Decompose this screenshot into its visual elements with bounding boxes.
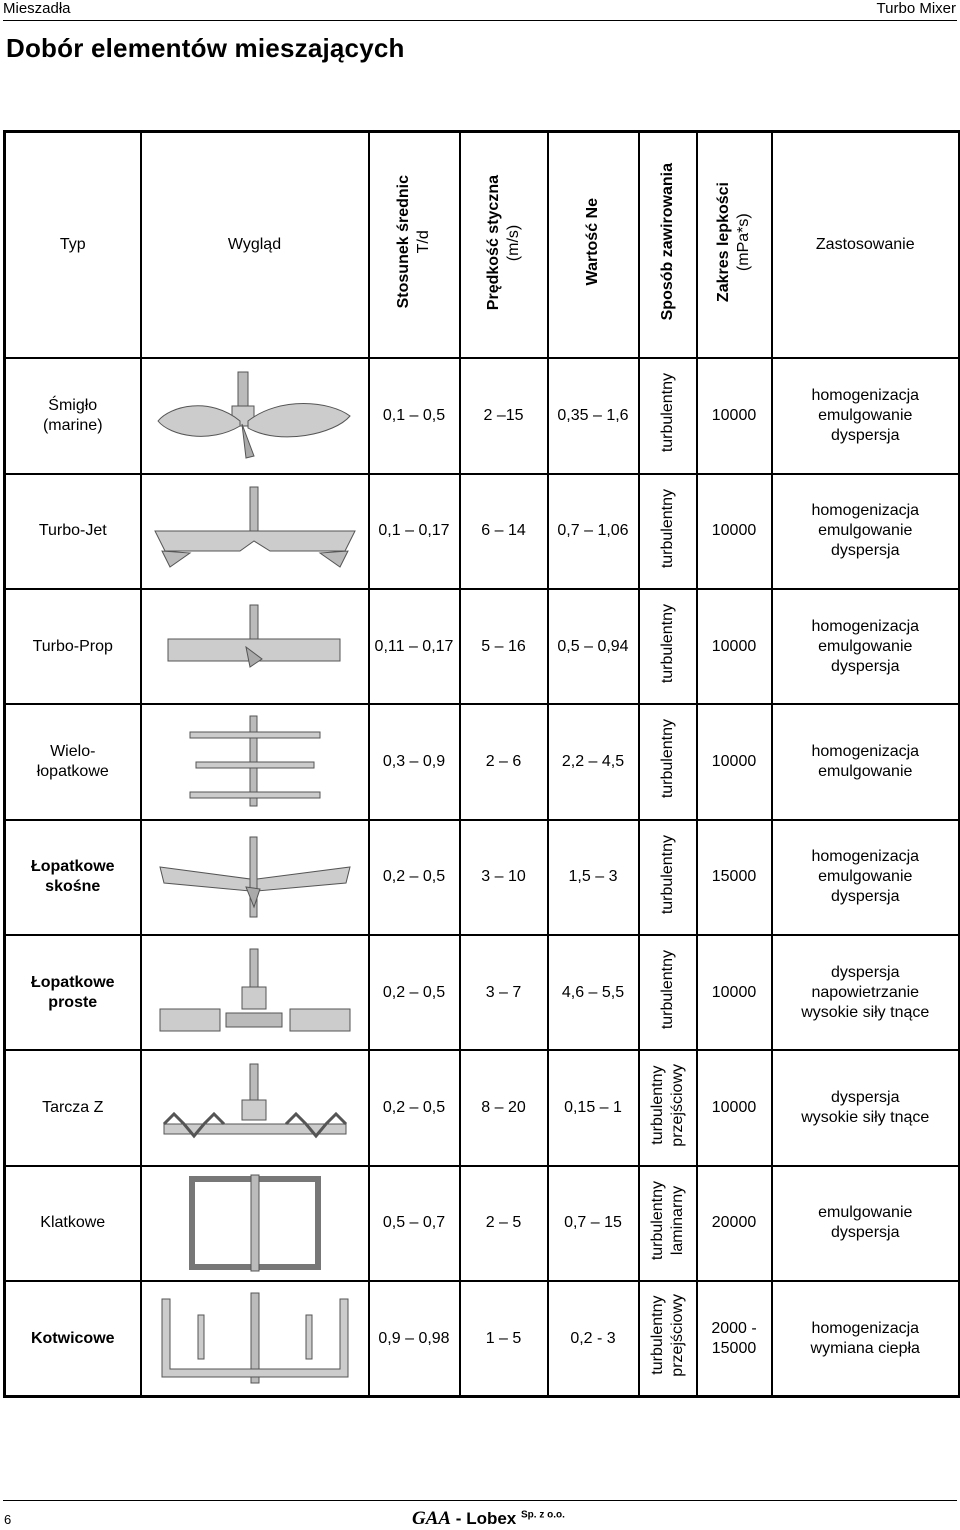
viscosity-cell: 10000	[697, 704, 772, 819]
diameter-ratio-cell: 0,2 – 0,5	[369, 1050, 460, 1165]
type-cell: Tarcza Z	[5, 1050, 141, 1165]
flow-type-cell: turbulentny	[639, 589, 697, 704]
table-row	[5, 474, 960, 589]
brand-suffix: Sp. z o.o.	[520, 1509, 565, 1521]
header-product-name: Turbo Mixer	[876, 0, 956, 17]
tip-speed-cell: 2 –15	[460, 358, 548, 473]
header-type: Typ	[5, 132, 141, 359]
header-ne-value-label: Wartość Ne	[584, 198, 601, 286]
brand-gaa: GAA	[412, 1508, 452, 1529]
ne-value-cell: 4,6 – 5,5	[548, 935, 639, 1050]
diameter-ratio-cell: 0,1 – 0,5	[369, 358, 460, 473]
ne-value-cell: 1,5 – 3	[548, 820, 639, 935]
flow-type-cell: turbulentny	[639, 474, 697, 589]
header-row	[5, 132, 960, 359]
viscosity-cell: 10000	[697, 935, 772, 1050]
viscosity-cell: 15000	[697, 820, 772, 935]
tip-speed-cell: 3 – 10	[460, 820, 548, 935]
turbo-jet-image	[141, 474, 369, 589]
header-viscosity-unit: (mPa*s)	[735, 213, 752, 271]
table-row	[5, 704, 960, 819]
viscosity-cell: 2000 - 15000	[697, 1281, 772, 1396]
application-cell: emulgowanie dyspersja	[772, 1166, 960, 1281]
tip-speed-cell: 6 – 14	[460, 474, 548, 589]
tip-speed-cell: 3 – 7	[460, 935, 548, 1050]
type-cell: Śmigło (marine)	[5, 358, 141, 473]
application-cell: dyspersja wysokie siły tnące	[772, 1050, 960, 1165]
diameter-ratio-cell: 0,11 – 0,17	[369, 589, 460, 704]
table-row	[5, 1166, 960, 1281]
flow-type-cell: turbulentny	[639, 820, 697, 935]
brand-separator: -	[451, 1509, 467, 1528]
application-cell: homogenizacja emulgowanie dyspersja	[772, 589, 960, 704]
type-cell: Turbo-Prop	[5, 589, 141, 704]
tip-speed-cell: 5 – 16	[460, 589, 548, 704]
header-tip-speed-label: Prędkość styczna	[484, 174, 502, 310]
header-tip-speed	[460, 132, 548, 359]
type-cell: Kotwicowe	[5, 1281, 141, 1396]
tip-speed-cell: 2 – 5	[460, 1166, 548, 1281]
page-title: Dobór elementów mieszających	[6, 33, 405, 63]
flow-type-cell: turbulentny przejściowy	[639, 1050, 697, 1165]
ne-value-cell: 0,7 – 15	[548, 1166, 639, 1281]
ne-value-cell: 0,2 - 3	[548, 1281, 639, 1396]
diameter-ratio-cell: 0,3 – 0,9	[369, 704, 460, 819]
header-flow-type	[639, 132, 697, 359]
table-row	[5, 820, 960, 935]
type-cell: Turbo-Jet	[5, 474, 141, 589]
ne-value-cell: 0,7 – 1,06	[548, 474, 639, 589]
header-viscosity-range	[697, 132, 772, 359]
application-cell: homogenizacja emulgowanie dyspersja	[772, 820, 960, 935]
ne-value-cell: 0,5 – 0,94	[548, 589, 639, 704]
type-cell: Wielo- łopatkowe	[5, 704, 141, 819]
brand-lobex: Lobex	[466, 1509, 517, 1528]
application-cell: homogenizacja emulgowanie dyspersja	[772, 358, 960, 473]
page-number: 6	[4, 1512, 12, 1527]
propeller-image	[141, 358, 369, 473]
mixer-selection-table	[3, 130, 960, 1398]
header-viscosity-label: Zakres lepkości	[715, 182, 732, 303]
header-diameter-ratio	[369, 132, 460, 359]
application-cell: homogenizacja emulgowanie dyspersja	[772, 474, 960, 589]
type-cell: Łopatkowe skośne	[5, 820, 141, 935]
diameter-ratio-cell: 0,2 – 0,5	[369, 820, 460, 935]
header-ne-value	[548, 132, 639, 359]
tip-speed-cell: 8 – 20	[460, 1050, 548, 1165]
anchor-image	[141, 1281, 369, 1396]
diameter-ratio-cell: 0,9 – 0,98	[369, 1281, 460, 1396]
tip-speed-cell: 2 – 6	[460, 704, 548, 819]
flow-type-cell: turbulentny	[639, 935, 697, 1050]
ne-value-cell: 0,15 – 1	[548, 1050, 639, 1165]
viscosity-cell: 10000	[697, 589, 772, 704]
header-diameter-ratio-label: Stosunek średnic	[395, 175, 412, 309]
footer-rule	[3, 1500, 957, 1501]
tip-speed-cell: 1 – 5	[460, 1281, 548, 1396]
header-application: Zastosowanie	[772, 132, 960, 359]
z-disc-image	[141, 1050, 369, 1165]
multi-blade-image	[141, 704, 369, 819]
viscosity-cell: 20000	[697, 1166, 772, 1281]
straight-blade-image	[141, 935, 369, 1050]
table-row	[5, 1050, 960, 1165]
table-row	[5, 589, 960, 704]
diameter-ratio-cell: 0,1 – 0,17	[369, 474, 460, 589]
table-row	[5, 1281, 960, 1396]
flow-type-cell: turbulentny laminarny	[639, 1166, 697, 1281]
flow-type-cell: turbulentny przejściowy	[639, 1281, 697, 1396]
header-tip-speed-unit: (m/s)	[504, 223, 522, 261]
type-cell: Łopatkowe proste	[5, 935, 141, 1050]
application-cell: homogenizacja emulgowanie	[772, 704, 960, 819]
table-row	[5, 935, 960, 1050]
application-cell: homogenizacja wymiana ciepła	[772, 1281, 960, 1396]
type-cell: Klatkowe	[5, 1166, 141, 1281]
viscosity-cell: 10000	[697, 474, 772, 589]
flow-type-cell: turbulentny	[639, 704, 697, 819]
flow-type-cell: turbulentny	[639, 358, 697, 473]
viscosity-cell: 10000	[697, 358, 772, 473]
viscosity-cell: 10000	[697, 1050, 772, 1165]
header-section-name: Mieszadła	[3, 0, 71, 17]
header-rule	[3, 20, 957, 21]
header-flow-type-label: Sposób zawirowania	[658, 163, 676, 321]
diameter-ratio-cell: 0,2 – 0,5	[369, 935, 460, 1050]
diameter-ratio-cell: 0,5 – 0,7	[369, 1166, 460, 1281]
table-row	[5, 358, 960, 473]
ne-value-cell: 2,2 – 4,5	[548, 704, 639, 819]
cage-image	[141, 1166, 369, 1281]
ne-value-cell: 0,35 – 1,6	[548, 358, 639, 473]
header-appearance: Wygląd	[141, 132, 369, 359]
pitched-blade-image	[141, 820, 369, 935]
header-diameter-ratio-unit: T/d	[415, 230, 432, 254]
application-cell: dyspersja napowietrzanie wysokie siły tnące	[772, 935, 960, 1050]
turbo-prop-image	[141, 589, 369, 704]
company-brand	[412, 1508, 565, 1530]
